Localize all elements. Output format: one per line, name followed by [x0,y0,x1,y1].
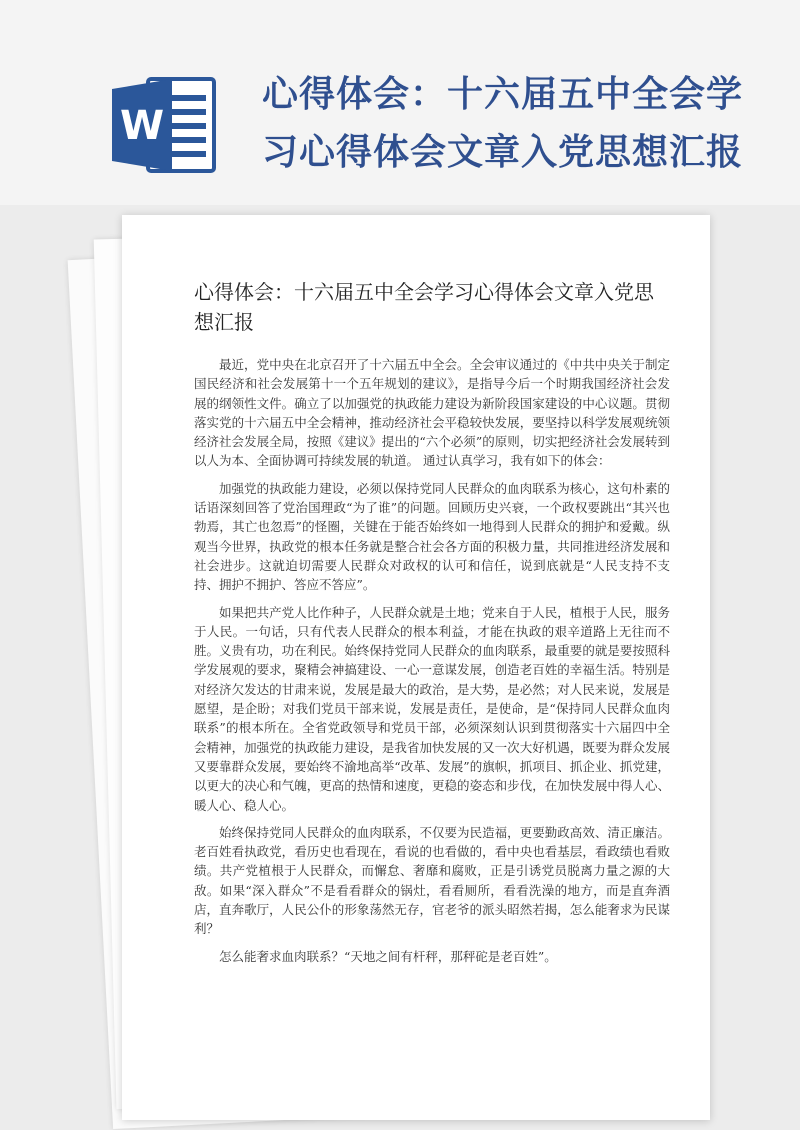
document-body [194,355,670,974]
header-title: 心得体会：十六届五中全会学习心得体会文章入党思想汇报 [262,74,744,173]
paragraph: 加强党的执政能力建设，必须以保持党同人民群众的血肉联系为核心，这句朴素的话语深刻回答了党治国理政“为了谁”的问题。回顾历史兴衰，一个政权要跳出“其兴也勃焉，其亡也忽焉”的怪圈，关键在于能否始终如一地得到人民群众的拥护和爱戴。纵观当今世界，执政党的根本任务就是整合社会各方面的积极力量，共同推进经济发展和社会进步。这就迫切需要人民群众对政权的认可和信任，说到底就是“人民支持不支持、拥护不拥护、答应不答应”。 [194,480,670,593]
paragraph: 如果把共产党人比作种子，人民群众就是土地；党来自于人民，植根于人民，服务于人民。一句话，只有代表人民群众的根本利益，才能在执政的艰辛道路上无往而不胜。义贵有功，功在利民。始终保持党同人民群众的血肉联系，最重要的就是要按照科学发展观的要求，聚精会神搞建设、一心一意谋发展，创造老百姓的幸福生活。特别是对经济欠发达的甘肃来说，发展是最大的政治，是大势，是必然；对人民来说，发展是愿望，是企盼；对我们党员干部来说，发展是责任，是使命，是“保持同人民群众血肉联系”的根本所在。全省党政领导和党员干部，必须深刻认识到贯彻落实十六届四中全会精神，加强党的执政能力建设，是我省加快发展的又一次大好机遇，既要为群众发展又要靠群众发展，要始终不渝地高举“改革、发展”的旗帜，抓项目、抓企业、抓党建，以更大的决心和气魄，更高的热情和速度，更稳的姿态和步伐，在加快发展中得人心、暖人心、稳人心。 [194,604,670,813]
page-header [0,0,800,205]
svg-text:W: W [119,103,165,149]
document-page [122,215,710,1120]
word-document-icon [110,75,220,175]
document-title: 心得体会：十六届五中全会学习心得体会文章入党思想汇报 [194,280,654,334]
paragraph: 始终保持党同人民群众的血肉联系，不仅要为民造福，更要勤政高效、清正廉洁。老百姓看执政党，看历史也看现在，看说的也看做的，看中央也看基层，看政绩也看败绩。共产党植根于人民群众，而懈怠、奢靡和腐败，正是引诱党员脱离力量之源的大敌。如果“深入群众”不是看看群众的锅灶，看看厕所，看看洗澡的地方，而是直奔酒店，直奔歌厅，人民公仆的形象荡然无存，官老爷的派头昭然若揭，怎么能奢求为民谋利？ [194,824,670,937]
paragraph: 怎么能奢求血肉联系？“天地之间有杆秤，那秤砣是老百姓”。 [219,948,557,964]
paragraph: 最近，党中央在北京召开了十六届五中全会。全会审议通过的《中共中央关于制定国民经济和社会发展第十一个五年规划的建议》，是指导今后一个时期我国经济社会发展的纲领性文件。确立了以加强党的执政能力建设为新阶段国家建设的中心议题。贯彻落实党的十六届五中全会精神，推动经济社会平稳较快发展，要坚持以科学发展观统领经济社会发展全局，按照《建议》提出的“六个必须”的原则，切实把经济社会发展转到以人为本、全面协调可持续发展的轨道。 通过认真学习，我有如下的体会： [194,357,670,469]
